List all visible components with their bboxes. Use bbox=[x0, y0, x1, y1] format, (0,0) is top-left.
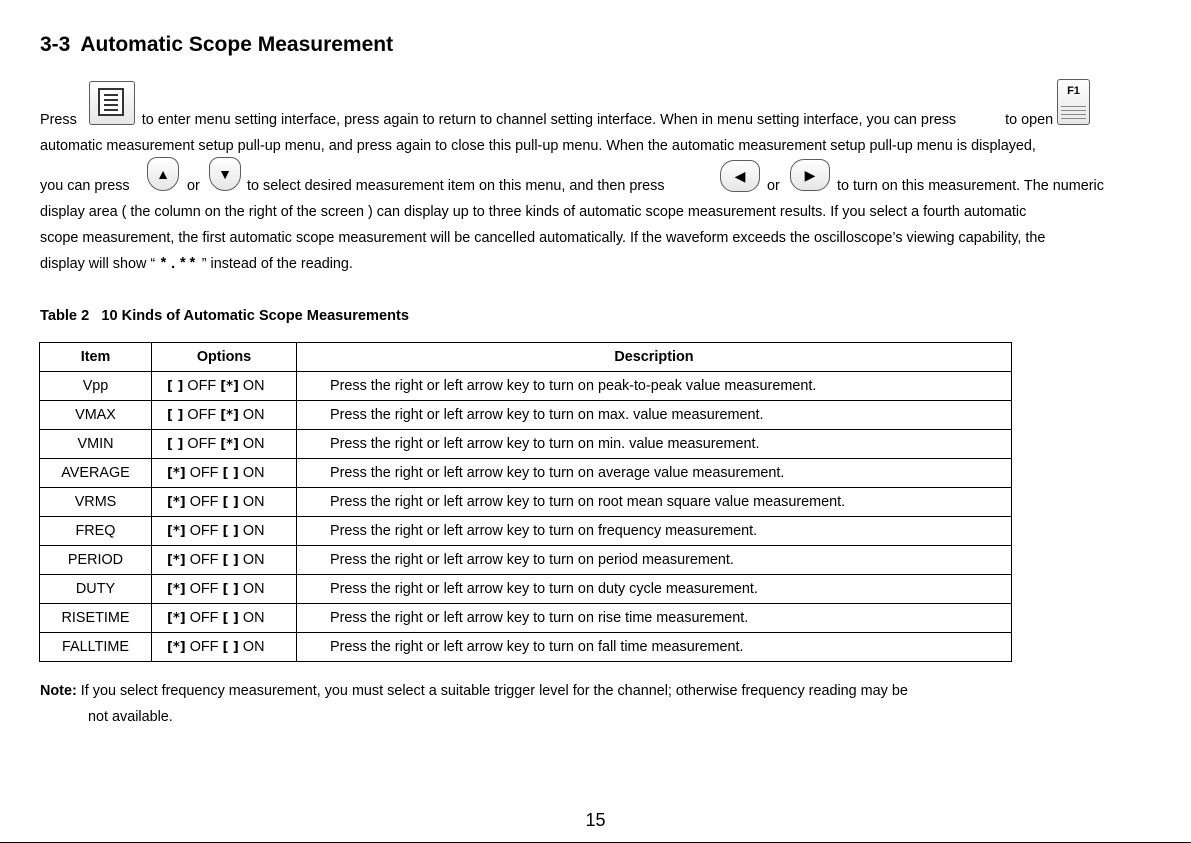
row-item: DUTY bbox=[40, 575, 152, 604]
table-title: Table 2 10 Kinds of Automatic Scope Measurements bbox=[40, 308, 409, 324]
row-item: VMIN bbox=[40, 430, 152, 459]
paragraph-line-2: automatic measurement setup pull-up menu, and press again to close this pull-up menu. When the automatic measurement setup pull-up menu is displayed, bbox=[40, 138, 1036, 154]
down-arrow-button-icon bbox=[209, 157, 241, 191]
text: to open bbox=[1001, 112, 1054, 128]
text: ” instead of the reading. bbox=[197, 256, 353, 272]
overflow-code: *.** bbox=[159, 257, 198, 273]
row-item: AVERAGE bbox=[40, 459, 152, 488]
off-label: OFF bbox=[189, 639, 219, 655]
on-bracket: [ ] bbox=[222, 495, 239, 510]
row-options bbox=[152, 604, 297, 633]
header-description: Description bbox=[297, 343, 1012, 372]
row-item: VMAX bbox=[40, 401, 152, 430]
off-label: OFF bbox=[187, 407, 217, 423]
row-options bbox=[152, 430, 297, 459]
right-arrow-button-icon bbox=[790, 159, 830, 191]
text: to enter menu setting interface, press again to return to channel setting interface. When in menu setting interface, you can press bbox=[137, 112, 961, 128]
row-description: Press the right or left arrow key to turn on min. value measurement. bbox=[297, 430, 1012, 459]
row-options bbox=[152, 633, 297, 662]
row-description: Press the right or left arrow key to turn on average value measurement. bbox=[297, 459, 1012, 488]
up-arrow-button-icon bbox=[147, 157, 179, 191]
row-options bbox=[152, 546, 297, 575]
on-label: ON bbox=[242, 407, 265, 423]
on-bracket: [*] bbox=[220, 408, 239, 423]
on-label: ON bbox=[242, 436, 265, 452]
off-bracket: [*] bbox=[167, 495, 186, 510]
on-bracket: [ ] bbox=[222, 640, 239, 655]
row-description: Press the right or left arrow key to turn on peak-to-peak value measurement. bbox=[297, 372, 1012, 401]
table-row bbox=[40, 459, 1012, 488]
table-row bbox=[40, 517, 1012, 546]
row-item: FALLTIME bbox=[40, 633, 152, 662]
section-title: Automatic Scope Measurement bbox=[80, 33, 394, 56]
paragraph-line-4: display area ( the column on the right of the screen ) can display up to three kinds of automatic scope measurement results. If you select a fourth automatic bbox=[40, 204, 1027, 220]
table-header-row bbox=[40, 343, 1012, 372]
row-description: Press the right or left arrow key to turn on max. value measurement. bbox=[297, 401, 1012, 430]
table-row bbox=[40, 633, 1012, 662]
left-arrow-icon: ◀ bbox=[734, 167, 746, 184]
right-arrow-icon: ▶ bbox=[804, 166, 816, 183]
header-item: Item bbox=[40, 343, 152, 372]
row-options bbox=[152, 401, 297, 430]
on-bracket: [*] bbox=[220, 379, 239, 394]
off-label: OFF bbox=[187, 378, 217, 394]
off-label: OFF bbox=[189, 552, 219, 568]
off-bracket: [*] bbox=[167, 640, 186, 655]
paragraph-line-6 bbox=[40, 256, 1152, 273]
page-number: 15 bbox=[585, 810, 606, 830]
row-item: PERIOD bbox=[40, 546, 152, 575]
off-bracket: [ ] bbox=[167, 437, 184, 452]
row-description: Press the right or left arrow key to turn on frequency measurement. bbox=[297, 517, 1012, 546]
text: Press bbox=[40, 112, 81, 128]
f1-label: F1 bbox=[1067, 85, 1080, 97]
text: you can press bbox=[40, 178, 130, 194]
row-description: Press the right or left arrow key to turn on duty cycle measurement. bbox=[297, 575, 1012, 604]
row-description: Press the right or left arrow key to turn on period measurement. bbox=[297, 546, 1012, 575]
section-number: 3-3 bbox=[40, 33, 71, 56]
row-options bbox=[152, 459, 297, 488]
on-bracket: [ ] bbox=[222, 553, 239, 568]
on-bracket: [ ] bbox=[222, 524, 239, 539]
on-label: ON bbox=[242, 581, 265, 597]
table-row bbox=[40, 575, 1012, 604]
off-bracket: [*] bbox=[167, 553, 186, 568]
on-label: ON bbox=[242, 494, 265, 510]
up-arrow-icon: ▲ bbox=[156, 166, 170, 182]
off-bracket: [*] bbox=[167, 611, 186, 626]
off-bracket: [ ] bbox=[167, 379, 184, 394]
on-label: ON bbox=[242, 378, 265, 394]
note-label: Note: bbox=[40, 683, 77, 699]
off-label: OFF bbox=[189, 523, 219, 539]
down-arrow-icon: ▼ bbox=[218, 166, 232, 182]
row-options bbox=[152, 575, 297, 604]
table-row bbox=[40, 604, 1012, 633]
on-bracket: [*] bbox=[220, 437, 239, 452]
table-row bbox=[40, 372, 1012, 401]
on-bracket: [ ] bbox=[222, 466, 239, 481]
off-label: OFF bbox=[187, 436, 217, 452]
text: display will show “ bbox=[40, 256, 160, 272]
on-label: ON bbox=[242, 639, 265, 655]
row-options bbox=[152, 517, 297, 546]
off-bracket: [ ] bbox=[167, 408, 184, 423]
off-label: OFF bbox=[189, 581, 219, 597]
row-options bbox=[152, 372, 297, 401]
table-row bbox=[40, 546, 1012, 575]
or-text: or bbox=[767, 178, 780, 194]
note bbox=[40, 683, 908, 699]
off-label: OFF bbox=[189, 494, 219, 510]
row-description: Press the right or left arrow key to turn on root mean square value measurement. bbox=[297, 488, 1012, 517]
note-line-2: not available. bbox=[88, 709, 173, 725]
on-label: ON bbox=[242, 523, 265, 539]
row-item: FREQ bbox=[40, 517, 152, 546]
off-bracket: [*] bbox=[167, 466, 186, 481]
row-description: Press the right or left arrow key to turn on rise time measurement. bbox=[297, 604, 1012, 633]
row-options bbox=[152, 488, 297, 517]
row-description: Press the right or left arrow key to turn on fall time measurement. bbox=[297, 633, 1012, 662]
row-item: VRMS bbox=[40, 488, 152, 517]
table-row bbox=[40, 488, 1012, 517]
paragraph-line-5: scope measurement, the first automatic scope measurement will be cancelled automatically. If the waveform exceeds the oscilloscope’s viewing capability, the bbox=[40, 230, 1046, 246]
or-text: or bbox=[187, 178, 200, 194]
on-label: ON bbox=[242, 610, 265, 626]
on-bracket: [ ] bbox=[222, 582, 239, 597]
table-row bbox=[40, 430, 1012, 459]
table-row bbox=[40, 401, 1012, 430]
off-bracket: [*] bbox=[167, 582, 186, 597]
row-item: RISETIME bbox=[40, 604, 152, 633]
paragraph-line-3-c: to turn on this measurement. The numeric bbox=[837, 178, 1104, 194]
off-bracket: [*] bbox=[167, 524, 186, 539]
off-label: OFF bbox=[189, 610, 219, 626]
off-label: OFF bbox=[189, 465, 219, 481]
on-label: ON bbox=[242, 552, 265, 568]
section-heading bbox=[40, 33, 393, 57]
header-options: Options bbox=[152, 343, 297, 372]
row-item: Vpp bbox=[40, 372, 152, 401]
paragraph-line-1 bbox=[40, 112, 1152, 128]
on-label: ON bbox=[242, 465, 265, 481]
left-arrow-button-icon bbox=[720, 160, 760, 192]
paragraph-line-3-b: to select desired measurement item on this menu, and then press bbox=[247, 178, 665, 194]
note-line-1: If you select frequency measurement, you must select a suitable trigger level for the channel; otherwise frequency reading may be bbox=[76, 683, 908, 699]
measurements-table bbox=[39, 342, 1012, 662]
on-bracket: [ ] bbox=[222, 611, 239, 626]
